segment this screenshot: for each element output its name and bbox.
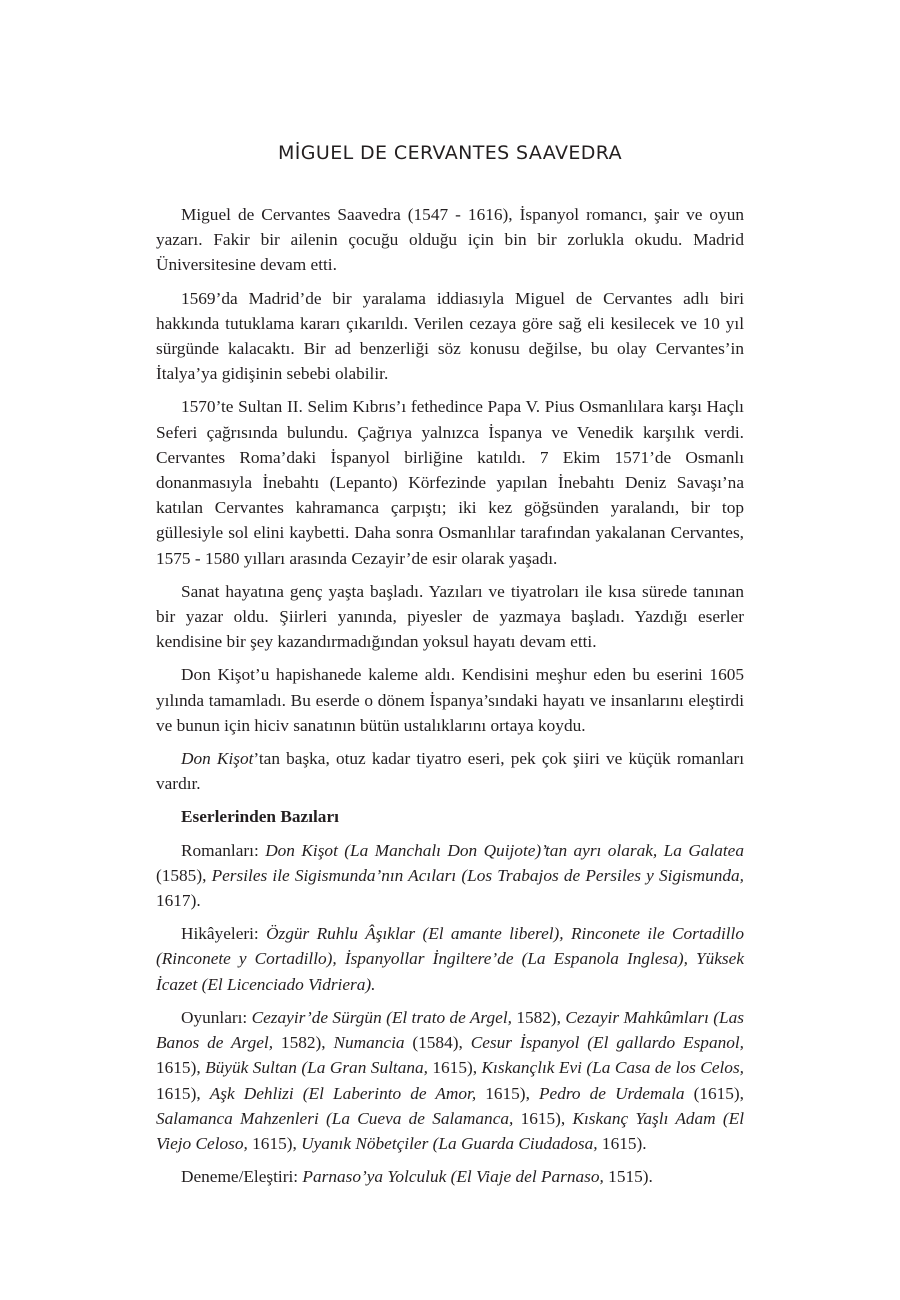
work-year: 1615), [156,1083,210,1103]
work-title: Numancia [333,1033,405,1053]
paragraph-art-life: Sanat hayatına genç yaşta başladı. Yazıları ve tiyatroları ile kısa sürede tanınan bir yazar oldu. Şiirleri yanında, piyesler de yazmaya başladı. Yazdığı eserler kendisine bir şey kazandırmadığından yoksul hayatı devam etti. [156,581,744,652]
paragraph-don-kisot: Don Kişot’u hapishanede kaleme aldı. Kendisini meşhur eden bu eserini 1605 yılında tamamladı. Bu eserde o dönem İspanya’sındaki hayatı ve insanlarını eleştirdi ve bunun için hiciv sanatının bütün ustalıklarını ortaya koydu. [156,665,744,735]
book-page [156,138,744,1197]
work-title: Pedro de Urdemala [538,1083,685,1103]
work-title: Cezayir’de Sürgün (El trato de Argel, [251,1007,512,1027]
work-year: 1615), [476,1083,539,1103]
work-year: 1615), [513,1108,573,1128]
work-year: 1582), [273,1033,334,1053]
work-year: (1615), [684,1083,744,1103]
work-title: Parnaso’ya Yolculuk (El Viaje del Parnaso, [302,1167,604,1187]
stories-list [156,921,744,997]
work-title: Aşk Dehlizi (El Laberinto de Amor, [209,1083,477,1103]
work-year: 1615), [247,1133,302,1153]
work-title: Cezayir Mahkûmları (Las Banos de Argel, [156,1007,744,1053]
work-year: (1584), [404,1033,471,1053]
paragraph-text: ’tan başka, otuz kadar tiyatro eseri, pek çok şiiri ve küçük romanları vardır. [156,749,745,794]
work-year: (1585), [156,865,212,885]
page-title: MİGUEL DE CERVANTES SAAVEDRA [277,142,623,164]
plays-label: Oyunları: [181,1007,252,1027]
work-year: 1615), [156,1058,206,1078]
work-title: Uyanık Nöbetçiler (La Guarda Ciudadosa, [301,1133,598,1153]
work-year: 1617). [156,891,201,911]
work-title: Kıskanç Yaşlı Adam (El Viejo Celoso, [156,1108,744,1153]
stories-label: Hikâyeleri: [181,924,267,944]
work-title: Büyük Sultan (La Gran Sultana, [205,1058,428,1078]
work-year: 1615), [427,1058,482,1078]
work-year: 1582), [511,1007,566,1027]
essays-list [156,1164,744,1189]
novels-list [156,838,744,914]
work-title: Salamanca Mahzenleri (La Cueva de Salamanca, [156,1108,514,1128]
work-title: Cesur İspanyol (El gallardo Espanol, [470,1033,744,1053]
work-title: Don Kişot [181,749,254,769]
work-title: Özgür Ruhlu Âşıklar (El amante liberel), Rinconete ile Cortadillo (Rinconete y Cortadillo), İspanyollar İngiltere’de (La Espanola Inglesa), Yüksek İcazet (El Licenciado Vidriera). [156,924,744,994]
paragraph-1570: 1570’te Sultan II. Selim Kıbrıs’ı fethedince Papa V. Pius Osmanlılara karşı Haçlı Seferi çağrısında bulundu. Çağrıya yalnızca İspanya ve Venedik karşılık verdi. Cervantes Roma’daki İspanyol birliğine katıldı. 7 Ekim 1571’de Osmanlı donanmasıyla İnebahtı (Lepanto) Körfezinde yapılan İnebahtı Deniz Savaşı’na katılan Cervantes kahramanca çarpıştı; iki kez göğsünden yaralandı, bir top güllesiyle sol elini kaybetti. Daha sonra Osmanlılar tarafından yakalanan Cervantes, 1575 - 1580 yılları arasında Cezayir’de esir olarak yaşadı. [156,397,744,568]
essays-label: Deneme/Eleştiri: [181,1167,303,1187]
work-title: Kıskançlık Evi (La Casa de los Celos, [481,1058,744,1078]
paragraph-1569: 1569’da Madrid’de bir yaralama iddiasıyla Miguel de Cervantes adlı biri hakkında tutuklama kararı çıkarıldı. Verilen cezaya göre sağ eli kesilecek ve 10 yıl sürgünde kalacaktı. Bir ad benzerliği söz konusu değilse, bu olay Cervantes’in İtalya’ya gidişinin sebebi olabilir. [156,288,744,384]
plays-list [156,1005,744,1156]
novels-label: Romanları: [181,840,266,860]
paragraph-other-works [156,746,744,796]
work-title: Don Kişot (La Manchalı Don Quijote)’tan ayrı olarak, La Galatea [265,840,744,860]
paragraph-intro: Miguel de Cervantes Saavedra (1547 - 1616), İspanyol romancı, şair ve oyun yazarı. Fakir bir ailenin çocuğu olduğu için bin bir zorlukla okudu. Madrid Üniversitesine devam etti. [156,205,744,275]
biography-text [156,202,744,1189]
work-year: 1615). [597,1133,647,1153]
work-year: 1515). [603,1167,653,1187]
work-title: Persiles ile Sigismunda’nın Acıları (Los Trabajos de Persiles y Sigismunda, [211,865,744,885]
works-heading: Eserlerinden Bazıları [181,807,339,827]
